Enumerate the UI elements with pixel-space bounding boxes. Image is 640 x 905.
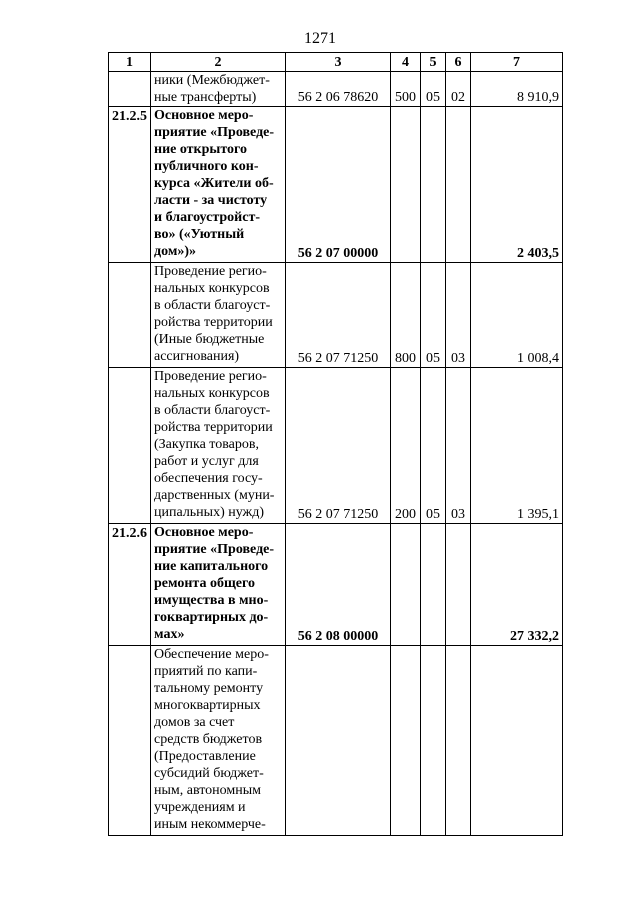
row-csr: 56 2 07 71250 xyxy=(286,368,391,524)
row-vr xyxy=(391,646,421,836)
row-rz: 05 xyxy=(421,263,446,368)
header-col-4: 4 xyxy=(391,53,421,72)
header-col-6: 6 xyxy=(446,53,471,72)
row-sum: 1 008,4 xyxy=(471,263,563,368)
row-code xyxy=(109,646,151,836)
header-col-2: 2 xyxy=(151,53,286,72)
row-csr xyxy=(286,646,391,836)
table-row xyxy=(109,107,563,263)
header-row xyxy=(109,53,563,72)
row-pr: 03 xyxy=(446,263,471,368)
header-col-5: 5 xyxy=(421,53,446,72)
page-number: 1271 xyxy=(304,30,336,47)
table-row xyxy=(109,646,563,836)
row-rz xyxy=(421,646,446,836)
row-code: 21.2.6 xyxy=(109,524,151,646)
row-vr xyxy=(391,524,421,646)
row-sum: 27 332,2 xyxy=(471,524,563,646)
row-name: Основное меро- приятие «Проведе- ние открытого публичного кон- курса «Жители об- ласти - за чистоту и благоустройст- во» («Уютный дом»)» xyxy=(151,107,286,263)
row-rz xyxy=(421,107,446,263)
row-code xyxy=(109,72,151,107)
row-pr xyxy=(446,107,471,263)
row-pr xyxy=(446,646,471,836)
row-pr: 03 xyxy=(446,368,471,524)
row-code xyxy=(109,368,151,524)
header-col-7: 7 xyxy=(471,53,563,72)
row-vr xyxy=(391,107,421,263)
header-col-3: 3 xyxy=(286,53,391,72)
table-row xyxy=(109,368,563,524)
row-sum: 1 395,1 xyxy=(471,368,563,524)
header-col-1: 1 xyxy=(109,53,151,72)
row-csr: 56 2 07 71250 xyxy=(286,263,391,368)
row-sum: 8 910,9 xyxy=(471,72,563,107)
row-rz xyxy=(421,524,446,646)
table-row xyxy=(109,72,563,107)
budget-table xyxy=(108,52,563,836)
row-csr: 56 2 07 00000 xyxy=(286,107,391,263)
row-rz: 05 xyxy=(421,368,446,524)
row-pr: 02 xyxy=(446,72,471,107)
row-pr xyxy=(446,524,471,646)
row-name: Проведение регио- нальных конкурсов в области благоуст- ройства территории (Закупка товаров, работ и услуг для обеспечения госу- дарственных (муни- ципальных) нужд) xyxy=(151,368,286,524)
row-vr: 200 xyxy=(391,368,421,524)
row-vr: 800 xyxy=(391,263,421,368)
row-rz: 05 xyxy=(421,72,446,107)
row-csr: 56 2 08 00000 xyxy=(286,524,391,646)
row-sum: 2 403,5 xyxy=(471,107,563,263)
row-name: Проведение регио- нальных конкурсов в области благоуст- ройства территории (Иные бюджетные ассигнования) xyxy=(151,263,286,368)
row-name: Основное меро- приятие «Проведе- ние капитального ремонта общего имущества в мно- гоквартирных до- мах» xyxy=(151,524,286,646)
row-code xyxy=(109,263,151,368)
row-vr: 500 xyxy=(391,72,421,107)
row-csr: 56 2 06 78620 xyxy=(286,72,391,107)
row-sum xyxy=(471,646,563,836)
table-row xyxy=(109,263,563,368)
row-name: Обеспечение меро- приятий по капи- тальному ремонту многоквартирных домов за счет средств бюджетов (Предоставление субсидий бюджет- ным, автономным учреждениям и иным некоммерче- xyxy=(151,646,286,836)
row-name: ники (Межбюджет- ные трансферты) xyxy=(151,72,286,107)
table-row xyxy=(109,524,563,646)
row-code: 21.2.5 xyxy=(109,107,151,263)
